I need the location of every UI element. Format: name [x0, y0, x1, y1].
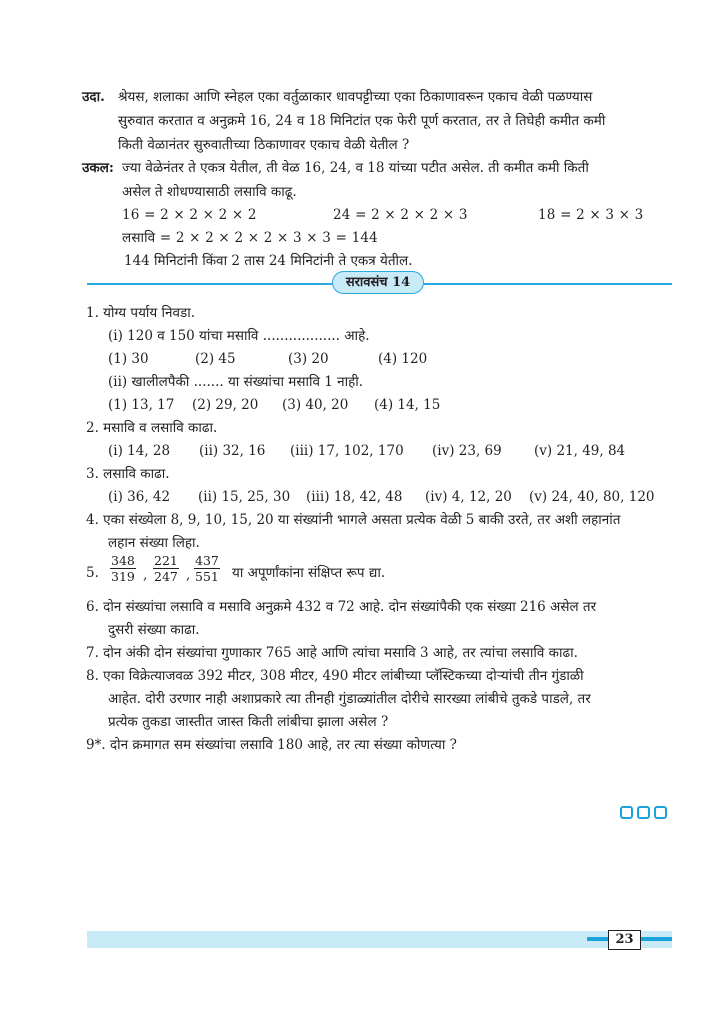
- fraction-1-numerator: 348: [111, 553, 135, 568]
- example-label: उदा.: [82, 89, 105, 105]
- question-2-part-iv: (iv) 23, 69: [432, 443, 502, 459]
- question-4-line-1: 4. एका संख्येला 8, 9, 10, 15, 20 या संख्यांनी भागले असता प्रत्येक वेळी 5 बाकी उरते, तर अशी लहानांत: [86, 512, 621, 528]
- square-icon: [654, 806, 667, 819]
- question-2-part-i: (i) 14, 28: [108, 443, 171, 459]
- fraction-3: [194, 553, 220, 584]
- example-text-line-1: श्रेयस, शलाका आणि स्नेहल एका वर्तुळाकार धावपट्टीच्या एका ठिकाणावरून एकाच वेळी पळण्यास: [118, 89, 593, 105]
- section-divider-left: [87, 283, 332, 285]
- question-1-part-ii: (ii) खालीलपैकी ....... या संख्यांचा मसावि 1 नाही.: [108, 374, 364, 390]
- question-1: 1. योग्य पर्याय निवडा.: [86, 305, 196, 321]
- option-1-ii-2: (2) 29, 20: [192, 397, 259, 413]
- practice-set-title: सरावसंच 14: [332, 271, 424, 294]
- question-9: 9*. दोन क्रमागत सम संख्यांचा लसावि 180 आहे, तर त्या संख्या कोणत्या ?: [86, 737, 457, 753]
- end-of-section-marks: [620, 806, 667, 819]
- question-2-part-v: (v) 21, 49, 84: [534, 443, 626, 459]
- square-icon: [637, 806, 650, 819]
- question-3: 3. लसावि काढा.: [86, 466, 170, 482]
- question-3-part-i: (i) 36, 42: [108, 489, 171, 505]
- fraction-separator-1: ,: [143, 567, 148, 583]
- fraction-2: [153, 553, 179, 584]
- question-2: 2. मसावि व लसावि काढा.: [86, 420, 218, 436]
- option-1-i-1: (1) 30: [108, 351, 149, 367]
- factorization-16: 16 = 2 × 2 × 2 × 2: [122, 207, 257, 223]
- fraction-3-numerator: 437: [195, 553, 219, 568]
- example-text-line-3: किती वेळानंतर सुरुवातीच्या ठिकाणावर एकाच वेळी येतील ?: [118, 137, 410, 153]
- option-1-i-4: (4) 120: [378, 351, 428, 367]
- question-8-line-3: प्रत्येक तुकडा जास्तीत जास्त किती लांबीचा झाला असेल ?: [108, 714, 389, 730]
- section-divider-right: [424, 283, 672, 285]
- option-1-i-2: (2) 45: [195, 351, 236, 367]
- fraction-3-denominator: 551: [195, 569, 219, 584]
- question-7: 7. दोन अंकी दोन संख्यांचा गुणाकार 765 आहे आणि त्यांचा मसावि 3 आहे, तर त्यांचा लसावि काढा.: [86, 645, 578, 661]
- question-5-number: 5.: [86, 565, 99, 581]
- option-1-ii-4: (4) 14, 15: [374, 397, 441, 413]
- square-icon: [620, 806, 633, 819]
- solution-conclusion: 144 मिनिटांनी किंवा 2 तास 24 मिनिटांनी ते एकत्र येतील.: [124, 253, 413, 269]
- question-2-part-ii: (ii) 32, 16: [199, 443, 266, 459]
- question-1-part-i: (i) 120 व 150 यांचा मसावि .................. आहे.: [108, 328, 370, 344]
- page-number: 23: [608, 930, 641, 950]
- question-3-part-v: (v) 24, 40, 80, 120: [529, 489, 655, 505]
- fraction-1: [110, 553, 136, 584]
- solution-label: उकल:: [82, 160, 114, 176]
- solution-text-line-2: असेल ते शोधण्यासाठी लसावि काढू.: [122, 184, 297, 200]
- fraction-1-denominator: 319: [111, 569, 135, 584]
- question-8-line-1: 8. एका विक्रेत्याजवळ 392 मीटर, 308 मीटर, 490 मीटर लांबीच्या प्लॅस्टिकच्या दोऱ्यांची तीन गुंडाळी: [86, 668, 584, 684]
- question-3-part-iv: (iv) 4, 12, 20: [425, 489, 512, 505]
- question-2-part-iii: (iii) 17, 102, 170: [290, 443, 404, 459]
- example-text-line-2: सुरुवात करतात व अनुक्रमे 16, 24 व 18 मिनिटांत एक फेरी पूर्ण करतात, तर ते तिघेही कमीत कमी: [118, 113, 606, 129]
- question-8-line-2: आहेत. दोरी उरणार नाही अशाप्रकारे त्या तीनही गुंडाळ्यांतील दोरीचे सारख्या लांबीचे तुकडे पाडले, तर: [108, 691, 591, 707]
- factorization-18: 18 = 2 × 3 × 3: [538, 207, 644, 223]
- footer-band: [87, 931, 672, 948]
- question-6-line-1: 6. दोन संख्यांचा लसावि व मसावि अनुक्रमे 432 व 72 आहे. दोन संख्यांपैकी एक संख्या 216 असेल तर: [86, 599, 597, 615]
- option-1-i-3: (3) 20: [288, 351, 329, 367]
- question-6-line-2: दुसरी संख्या काढा.: [108, 622, 200, 638]
- question-3-part-ii: (ii) 15, 25, 30: [198, 489, 291, 505]
- option-1-ii-1: (1) 13, 17: [108, 397, 175, 413]
- question-4-line-2: लहान संख्या लिहा.: [108, 535, 200, 551]
- question-5-text: या अपूर्णांकांना संक्षिप्त रूप द्या.: [232, 565, 386, 581]
- fraction-2-denominator: 247: [154, 569, 178, 584]
- lcm-calculation: लसावि = 2 × 2 × 2 × 2 × 3 × 3 = 144: [122, 230, 378, 246]
- factorization-24: 24 = 2 × 2 × 2 × 3: [333, 207, 468, 223]
- fraction-separator-2: ,: [186, 567, 191, 583]
- option-1-ii-3: (3) 40, 20: [282, 397, 349, 413]
- question-3-part-iii: (iii) 18, 42, 48: [306, 489, 403, 505]
- fraction-2-numerator: 221: [154, 553, 178, 568]
- solution-text-line-1: ज्या वेळेनंतर ते एकत्र येतील, ती वेळ 16, 24, व 18 यांच्या पटीत असेल. ती कमीत कमी किती: [122, 160, 589, 176]
